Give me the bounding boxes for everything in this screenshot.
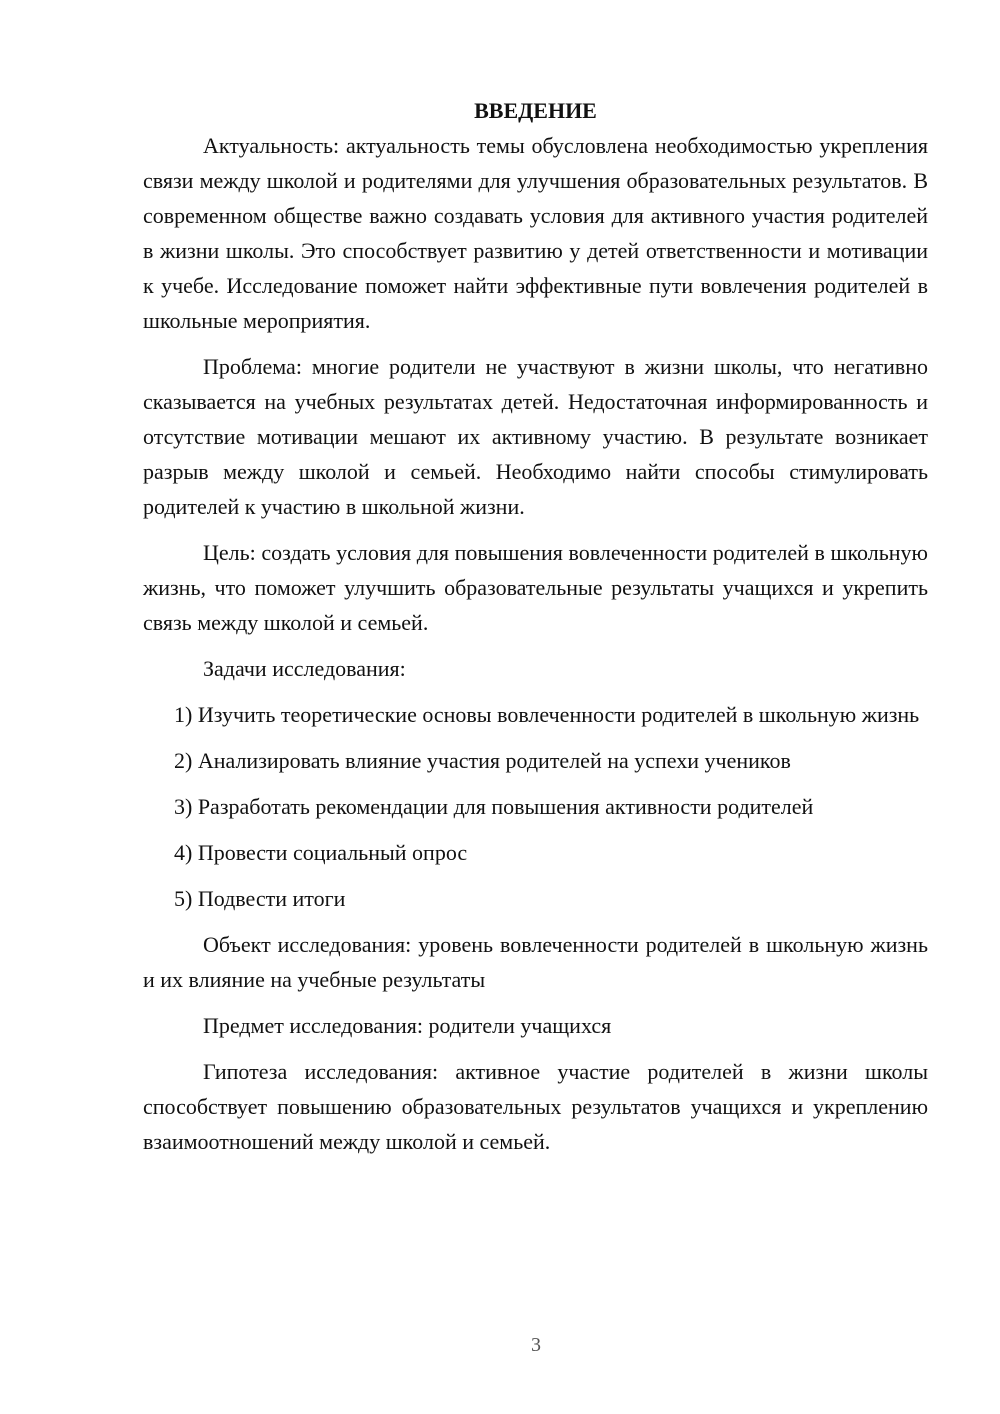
tasks-heading: Задачи исследования: — [203, 656, 406, 681]
task-item-2: 2) Анализировать влияние участия родителей на успехи учеников — [174, 748, 791, 773]
page-number: 3 — [531, 1334, 541, 1356]
relevance-paragraph: Актуальность: актуальность темы обусловлена необходимостью укрепления связи между школой и родителями для улучшения образовательных результатов. В современном обществе важно создавать условия для активного участия родителей в жизни школы. Это способствует развитию у детей ответственности и мотивации к учебе. Исследование поможет найти эффективные пути вовлечения родителей в школьные мероприятия. — [143, 133, 928, 333]
research-object-paragraph: Объект исследования: уровень вовлеченности родителей в школьную жизнь и их влияние на учебные результаты — [143, 932, 928, 992]
hypothesis-paragraph: Гипотеза исследования: активное участие родителей в жизни школы способствует повышению образовательных результатов учащихся и укреплению взаимоотношений между школой и семьей. — [143, 1059, 928, 1154]
section-heading: ВВЕДЕНИЕ — [474, 98, 597, 123]
task-item-3: 3) Разработать рекомендации для повышения активности родителей — [174, 794, 814, 819]
goal-paragraph: Цель: создать условия для повышения вовлеченности родителей в школьную жизнь, что поможет улучшить образовательные результаты учащихся и укрепить связь между школой и семьей. — [143, 540, 928, 635]
task-item-4: 4) Провести социальный опрос — [174, 840, 468, 865]
task-item-5: 5) Подвести итоги — [174, 886, 346, 911]
document-body — [143, 93, 928, 1170]
research-subject-paragraph: Предмет исследования: родители учащихся — [203, 1013, 612, 1038]
problem-paragraph: Проблема: многие родители не участвуют в жизни школы, что негативно сказывается на учебных результатах детей. Недостаточная информированность и отсутствие мотивации мешают их активному участию. В результате возникает разрыв между школой и семьей. Необходимо найти способы стимулировать родителей к участию в школьной жизни. — [143, 354, 928, 519]
task-item-1: 1) Изучить теоретические основы вовлеченности родителей в школьную жизнь — [174, 702, 920, 727]
